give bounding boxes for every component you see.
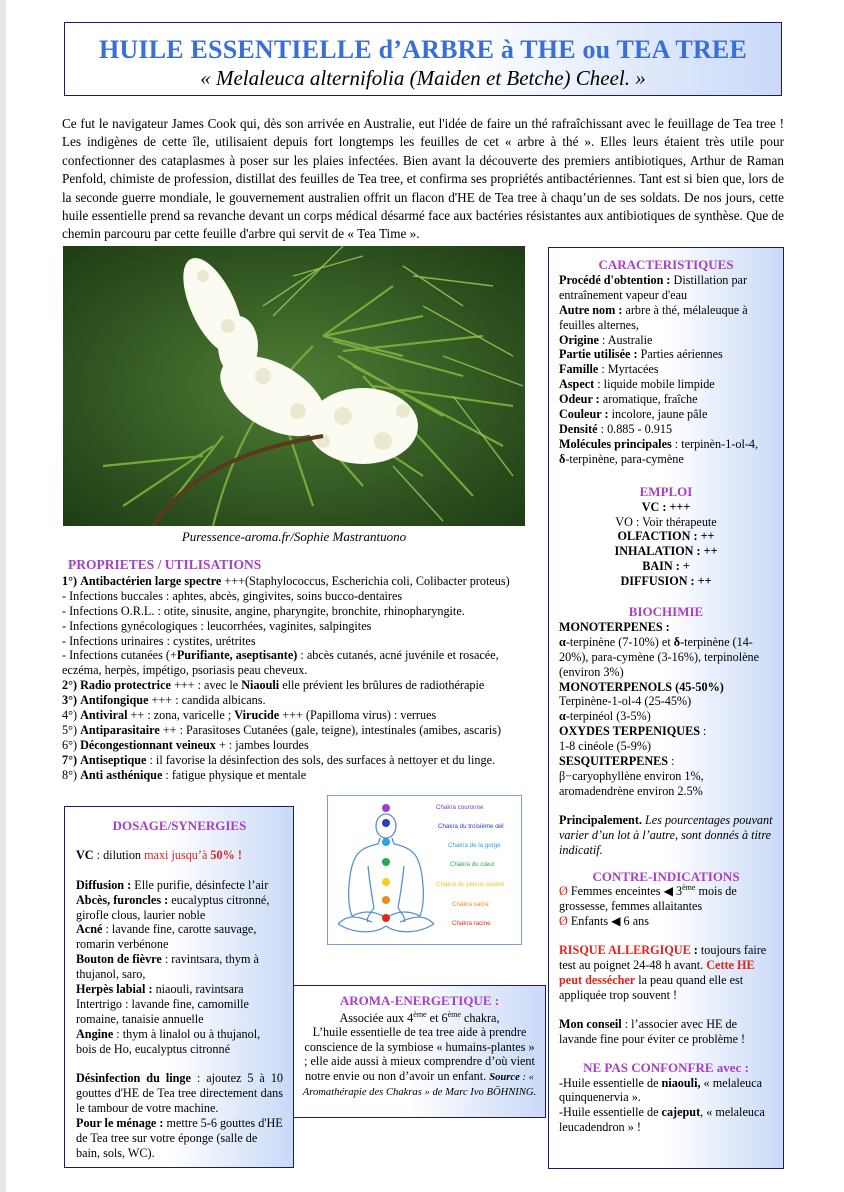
property-2: 2°) Radio protectrice +++ : avec le Niaouli elle prévient les brûlures de radiothérapie (62, 678, 485, 693)
bio-principalement: Principalement. Les pourcentages pouvant varier d’un lot à l’autre, sont donnés à titre indicatif. (559, 812, 773, 857)
property-4: 4°) Antiviral ++ : zona, varicelle ; Virucide +++ (Papilloma virus) : verrues (62, 708, 437, 723)
infection-gyneco: - Infections gynécologiques : leucorrhées, vaginites, salpingites (62, 618, 372, 633)
dosage-menage: Pour le ménage : mettre 5-6 gouttes d'HE de Tea tree sur votre éponge (salle de bain, sols, WC). (76, 1116, 283, 1160)
property-1: 1°) Antibactérien large spectre +++(Staphylococcus, Escherichia coli, Colibacter proteus) (62, 573, 510, 588)
bio-sesqui-2: aromadendrène environ 2.5% (559, 783, 703, 798)
carac-heading: CARACTERISTIQUES (598, 257, 734, 272)
aroma-energetique-box (293, 985, 546, 1118)
infection-urinaires: - Infections urinaires : cystites, urétrites (62, 633, 256, 648)
dosage-acne: Acné : lavande fine, carotte sauvage, romarin verbénone (76, 922, 257, 952)
biochimie-heading: BIOCHIMIE (628, 604, 704, 620)
intro-paragraph: Ce fut le navigateur James Cook qui, dès son arrivée en Australie, eut l'idée de faire un thé rafraîchissant avec le feuillage de Tea tree ! Les indigènes de cette île, utilisaient depuis fort longtemps les feuilles de cet « arbre à thé ». Elles leurs étaient très utile pour confectionner des cataplasmes à poser sur les plaies infectées. Bien avant la découverte des premiers antibiotiques, Arthur de Raman Penfold, chimiste de profession, distillat des feuilles de Tea tree, et confirma ses propriétés antibactériennes. Tant est si bien que, lors de la seconde guerre mondiale, le gouvernement australien offrit un flacon d'HE de Tea tree à chaqu’un de ses soldats. De nos jours, cette huile essentielle prend sa revanche devant un corps médical désarmé face aux bactéries résistantes aux antibiotiques de synthèse. Que de chemin parcouru par cette feuille d'arbre qui servit de « Tea Time ». (62, 116, 784, 242)
page-subtitle: « Melaleuca alternifolia (Maiden et Betche) Cheel. » (200, 66, 646, 90)
caption-source: Puressence-aroma.fr/ (181, 529, 294, 544)
emploi-diffusion: DIFFUSION : ++ (620, 574, 712, 589)
emploi-inhalation: INHALATION : ++ (614, 544, 718, 559)
carac-partie: Partie utilisée : Parties aériennes (559, 347, 723, 362)
carac-origine: Origine : Australie (559, 332, 653, 347)
confondre-cajeput: -Huile essentielle de cajeput, « melaleuca leucadendron » ! (559, 1105, 765, 1135)
bio-oxydes: OXYDES TERPENIQUES : (559, 724, 707, 739)
emploi-vc: VC : +++ (641, 499, 691, 514)
aroma-heading: AROMA-ENERGETIQUE : (339, 993, 500, 1008)
emploi-heading: EMPLOI (639, 483, 693, 499)
chakra-label-gorge: Chakra de la gorge (448, 842, 501, 849)
contre-1: Ø Femmes enceintes ◀ 3ème mois de grossesse, femmes allaitantes (559, 883, 737, 914)
chakra-label-troisieme-oeil: Chakra du troisième œil (438, 823, 504, 830)
carac-molecules: Molécules principales : terpinèn-1-ol-4, (559, 436, 759, 451)
bio-mono-detail: α-terpinène (7-10%) et δ-terpinène (14-20%), para-cymène (3-16%), terpinolène (environ 3%) (559, 634, 759, 679)
dosage-abces: Abcès, furoncles : eucalyptus citronné, girofle clous, laurier noble (76, 892, 270, 922)
properties-heading: PROPRIETES / UTILISATIONS (68, 557, 262, 572)
tea-tree-photo (63, 246, 525, 526)
bio-monol-2: α-terpinéol (3-5%) (559, 709, 651, 724)
emploi-vo: VO : Voir thérapeute (615, 514, 717, 529)
title-box (64, 22, 782, 96)
chakra-label-couronne: Chakra couronne (436, 804, 484, 811)
dosage-herpes: Herpès labial : niaouli, ravintsara (76, 982, 244, 997)
infection-cutanees: - Infections cutanées (+Purifiante, aseptisante) : abcès cutanés, acné juvénile et rosacée, eczéma, herpès, impétigo, psoriasis peau cheveux. (62, 648, 499, 678)
dosage-vc: VC : dilution maxi jusqu’à 50% ! (76, 847, 242, 862)
carac-densite: Densité : 0.885 - 0.915 (559, 421, 673, 436)
contre-2: Ø Enfants ◀ 6 ans (559, 914, 649, 929)
dosage-box (64, 806, 294, 1168)
chakra-label-racine: Chakra racine (452, 920, 491, 927)
chakra-label-coeur: Chakra du cœur (450, 861, 495, 868)
dosage-bouton: Bouton de fièvre : ravintsara, thym à thujanol, saro, (76, 952, 259, 982)
emploi-olfaction: OLFACTION : ++ (617, 529, 715, 544)
dosage-intertrigo: Intertrigo : lavande fine, camomille romaine, tanaisie annuelle (76, 996, 249, 1026)
infection-buccales: - Infections buccales : aphtes, abcès, gingivites, soins bucco-dentaires (62, 588, 403, 603)
aroma-text: L’huile essentielle de tea tree aide à prendre conscience de la symbiose « humains-plantes » ; elle aide aussi à mieux comprendre d’où vient notre envie ou non d’avoir un enfant. Source : « Aromathérapie des Chakras » de Marc Ivo BÖHNING. (302, 1025, 537, 1098)
contre-heading: CONTRE-INDICATIONS (592, 868, 740, 884)
mon-conseil: Mon conseil : l’associer avec HE de lavande fine pour éviter ce problème ! (559, 1016, 746, 1046)
carac-odeur: Odeur : aromatique, fraîche (559, 392, 698, 407)
caption-author: Sophie Mastrantuono (293, 529, 407, 544)
carac-procede: Procédé d'obtention : Distillation par entraînement vapeur d'eau (559, 272, 747, 302)
dosage-heading: DOSAGE/SYNERGIES (112, 818, 247, 833)
confondre-heading: NE PAS CONFONFRE avec : (583, 1059, 749, 1075)
bio-monoterpenes: MONOTERPENES : (559, 619, 670, 634)
carac-molecules-2: δ-terpinène, para-cymène (559, 451, 684, 466)
bio-sesqui-1: β−caryophyllène environ 1%, (559, 769, 704, 783)
bio-oxydes-1: 1-8 cinéole (5-9%) (559, 739, 652, 754)
page-title: HUILE ESSENTIELLE d’ARBRE à THE ou TEA TREE (98, 35, 748, 64)
properties-section (62, 558, 532, 783)
chakra-diagram (327, 795, 522, 945)
chakra-label-plexus: Chakra du plexus solaire (436, 881, 505, 888)
property-3: 3°) Antifongique +++ : candida albicans. (62, 693, 266, 708)
characteristics-column (548, 247, 784, 1169)
property-5: 5°) Antiparasitaire ++ : Parasitoses Cutanées (gale, teigne), intestinales (amibes, ascaris) (62, 722, 502, 737)
aroma-chakra-line: Associée aux 4ème et 6ème chakra, (339, 1009, 500, 1025)
carac-famille: Famille : Myrtacées (559, 362, 659, 377)
property-7: 7°) Antiseptique : il favorise la désinfection des sols, des surfaces à nettoyer et du linge. (62, 752, 496, 767)
bio-monoterpenols: MONOTERPENOLS (45-50%) (559, 679, 724, 694)
dosage-diffusion: Diffusion : Elle purifie, désinfecte l’air (76, 877, 269, 892)
property-8: 8°) Anti asthénique : fatigue physique et mentale (62, 767, 307, 782)
carac-couleur: Couleur : incolore, jaune pâle (559, 407, 708, 422)
carac-aspect: Aspect : liquide mobile limpide (559, 377, 715, 392)
carac-nom: Autre nom : arbre à thé, mélaleuque à feuilles alternes, (559, 302, 748, 332)
property-6: 6°) Décongestionnant veineux + : jambes lourdes (62, 737, 309, 752)
infection-orl: - Infections O.R.L. : otite, sinusite, angine, pharyngite, bronchite, rhinopharyngite. (62, 603, 465, 618)
tea-tree-flower-image (63, 246, 525, 526)
photo-caption (63, 529, 525, 545)
bio-sesqui: SESQUITERPENES : (559, 754, 675, 769)
risque-allergique: RISQUE ALLERGIQUE : toujours faire test au poignet 24-48 h avant. Cette HE peut dessécher la peau quand elle est appliquée trop souvent ! (559, 943, 767, 1002)
page-edge (0, 0, 6, 1192)
dosage-linge: Désinfection du linge : ajoutez 5 à 10 gouttes d'HE de Tea tree directement dans le tambour de votre machine. (76, 1071, 284, 1116)
dosage-angine: Angine : thym à linalol ou à thujanol, bois de Ho, eucalyptus citronné (76, 1026, 261, 1056)
meditation-figure-image (328, 796, 521, 944)
confondre-niaouli: -Huile essentielle de niaouli, « melaleuca quinquenervia ». (559, 1075, 763, 1105)
bio-monol-1: Terpinène-1-ol-4 (25-45%) (559, 694, 692, 709)
emploi-bain: BAIN : + (642, 559, 690, 574)
chakra-label-sacre: Chakra sacré (452, 901, 489, 908)
